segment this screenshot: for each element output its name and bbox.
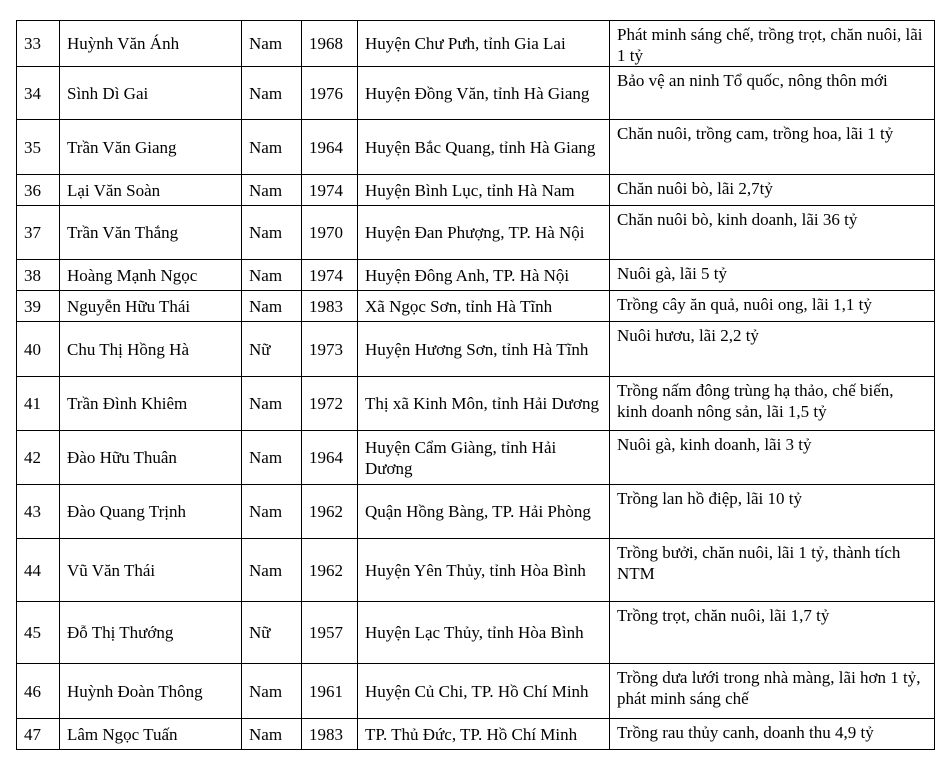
cell-year: 1974 [302, 175, 358, 206]
cell-name: Chu Thị Hồng Hà [60, 322, 242, 377]
cell-year: 1962 [302, 539, 358, 602]
cell-place: Xã Ngọc Sơn, tỉnh Hà Tĩnh [358, 291, 610, 322]
cell-note: Trồng trọt, chăn nuôi, lãi 1,7 tỷ [610, 602, 935, 664]
cell-note: Trồng cây ăn quả, nuôi ong, lãi 1,1 tỷ [610, 291, 935, 322]
cell-note: Chăn nuôi bò, kinh doanh, lãi 36 tỷ [610, 206, 935, 260]
cell-name: Vũ Văn Thái [60, 539, 242, 602]
cell-year: 1973 [302, 322, 358, 377]
table-row [17, 291, 935, 322]
table-row [17, 120, 935, 175]
cell-no: 34 [17, 67, 60, 120]
cell-gender: Nam [242, 175, 302, 206]
cell-year: 1976 [302, 67, 358, 120]
cell-place: Huyện Hương Sơn, tỉnh Hà Tĩnh [358, 322, 610, 377]
cell-gender: Nam [242, 21, 302, 67]
cell-year: 1983 [302, 291, 358, 322]
cell-name: Huỳnh Đoàn Thông [60, 664, 242, 719]
cell-year: 1970 [302, 206, 358, 260]
cell-note: Trồng rau thủy canh, doanh thu 4,9 tỷ [610, 719, 935, 750]
cell-name: Đào Hữu Thuân [60, 431, 242, 485]
cell-place: Huyện Cẩm Giàng, tỉnh Hải Dương [358, 431, 610, 485]
cell-place: Thị xã Kinh Môn, tỉnh Hải Dương [358, 377, 610, 431]
cell-year: 1961 [302, 664, 358, 719]
cell-year: 1964 [302, 431, 358, 485]
cell-note: Trồng dưa lưới trong nhà màng, lãi hơn 1 tỷ, phát minh sáng chế [610, 664, 935, 719]
cell-place: Huyện Đan Phượng, TP. Hà Nội [358, 206, 610, 260]
cell-gender: Nam [242, 260, 302, 291]
cell-name: Đỗ Thị Thướng [60, 602, 242, 664]
cell-name: Trần Văn Thắng [60, 206, 242, 260]
cell-name: Trần Đình Khiêm [60, 377, 242, 431]
table-row [17, 602, 935, 664]
cell-place: Huyện Lạc Thủy, tỉnh Hòa Bình [358, 602, 610, 664]
cell-gender: Nam [242, 719, 302, 750]
cell-place: Huyện Bắc Quang, tỉnh Hà Giang [358, 120, 610, 175]
cell-note: Trồng nấm đông trùng hạ thảo, chế biến, kinh doanh nông sản, lãi 1,5 tỷ [610, 377, 935, 431]
cell-no: 44 [17, 539, 60, 602]
cell-note: Nuôi gà, lãi 5 tỷ [610, 260, 935, 291]
cell-place: Huyện Chư Pưh, tỉnh Gia Lai [358, 21, 610, 67]
cell-note: Nuôi hươu, lãi 2,2 tỷ [610, 322, 935, 377]
table-row [17, 719, 935, 750]
cell-name: Đào Quang Trịnh [60, 485, 242, 539]
cell-name: Lại Văn Soàn [60, 175, 242, 206]
table-row [17, 206, 935, 260]
cell-gender: Nam [242, 120, 302, 175]
table-row [17, 67, 935, 120]
table-row [17, 431, 935, 485]
cell-name: Nguyễn Hữu Thái [60, 291, 242, 322]
cell-no: 35 [17, 120, 60, 175]
cell-note: Phát minh sáng chế, trồng trọt, chăn nuôi, lãi 1 tỷ [610, 21, 935, 67]
cell-year: 1962 [302, 485, 358, 539]
cell-no: 43 [17, 485, 60, 539]
cell-place: Huyện Yên Thủy, tỉnh Hòa Bình [358, 539, 610, 602]
farmers-table [16, 20, 935, 750]
table-row [17, 664, 935, 719]
cell-gender: Nam [242, 431, 302, 485]
cell-no: 47 [17, 719, 60, 750]
table-row [17, 485, 935, 539]
cell-gender: Nam [242, 291, 302, 322]
cell-name: Sình Dì Gai [60, 67, 242, 120]
table-body [17, 21, 935, 750]
cell-note: Trồng lan hồ điệp, lãi 10 tỷ [610, 485, 935, 539]
cell-note: Nuôi gà, kinh doanh, lãi 3 tỷ [610, 431, 935, 485]
cell-gender: Nam [242, 664, 302, 719]
cell-place: Huyện Đông Anh, TP. Hà Nội [358, 260, 610, 291]
cell-name: Trần Văn Giang [60, 120, 242, 175]
cell-gender: Nam [242, 539, 302, 602]
cell-note: Trồng bưởi, chăn nuôi, lãi 1 tỷ, thành tích NTM [610, 539, 935, 602]
table-row [17, 260, 935, 291]
cell-no: 36 [17, 175, 60, 206]
cell-no: 42 [17, 431, 60, 485]
cell-place: Huyện Bình Lục, tỉnh Hà Nam [358, 175, 610, 206]
cell-no: 46 [17, 664, 60, 719]
cell-place: Quận Hồng Bàng, TP. Hải Phòng [358, 485, 610, 539]
table-row [17, 21, 935, 67]
cell-note: Chăn nuôi bò, lãi 2,7tỷ [610, 175, 935, 206]
cell-year: 1983 [302, 719, 358, 750]
cell-year: 1974 [302, 260, 358, 291]
cell-year: 1964 [302, 120, 358, 175]
cell-gender: Nam [242, 485, 302, 539]
cell-gender: Nữ [242, 602, 302, 664]
cell-no: 37 [17, 206, 60, 260]
cell-no: 39 [17, 291, 60, 322]
cell-note: Chăn nuôi, trồng cam, trồng hoa, lãi 1 tỷ [610, 120, 935, 175]
table-row [17, 322, 935, 377]
cell-no: 38 [17, 260, 60, 291]
cell-no: 41 [17, 377, 60, 431]
cell-no: 45 [17, 602, 60, 664]
cell-year: 1972 [302, 377, 358, 431]
cell-gender: Nam [242, 206, 302, 260]
cell-note: Bảo vệ an ninh Tổ quốc, nông thôn mới [610, 67, 935, 120]
cell-place: Huyện Củ Chi, TP. Hồ Chí Minh [358, 664, 610, 719]
table-row [17, 175, 935, 206]
table-row [17, 539, 935, 602]
cell-gender: Nam [242, 67, 302, 120]
cell-name: Lâm Ngọc Tuấn [60, 719, 242, 750]
table-row [17, 377, 935, 431]
cell-year: 1957 [302, 602, 358, 664]
cell-year: 1968 [302, 21, 358, 67]
cell-name: Huỳnh Văn Ánh [60, 21, 242, 67]
cell-gender: Nữ [242, 322, 302, 377]
cell-place: TP. Thủ Đức, TP. Hồ Chí Minh [358, 719, 610, 750]
cell-place: Huyện Đồng Văn, tỉnh Hà Giang [358, 67, 610, 120]
cell-name: Hoàng Mạnh Ngọc [60, 260, 242, 291]
cell-no: 40 [17, 322, 60, 377]
cell-no: 33 [17, 21, 60, 67]
cell-gender: Nam [242, 377, 302, 431]
